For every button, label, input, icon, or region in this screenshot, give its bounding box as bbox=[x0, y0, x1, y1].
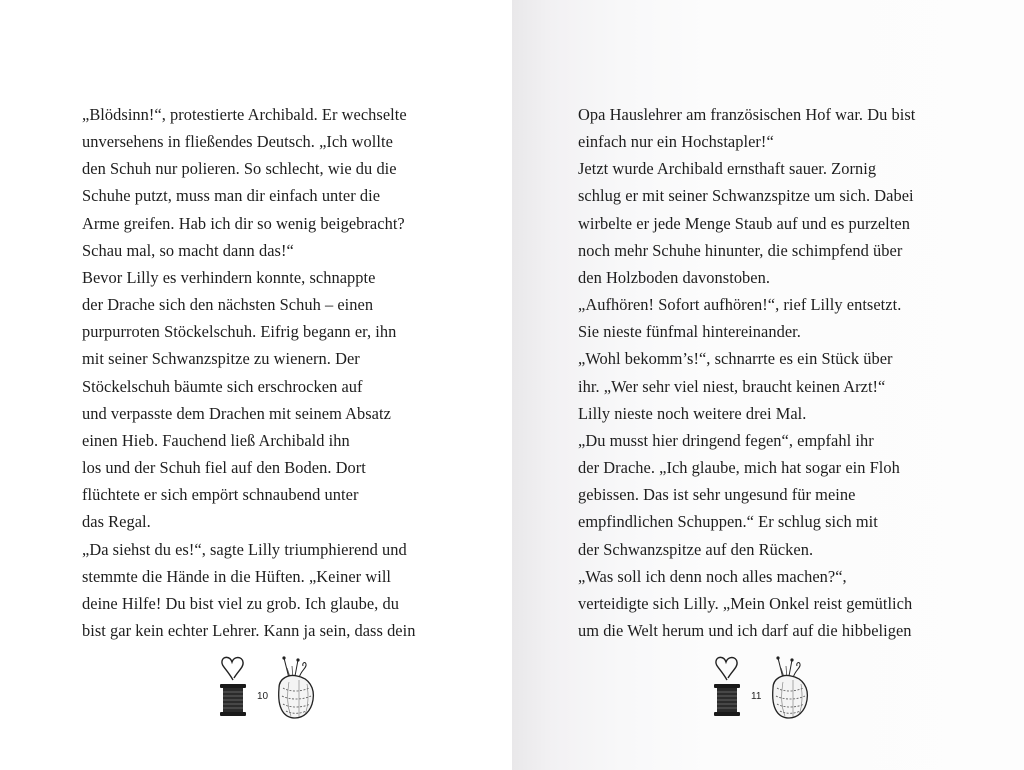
text-line: gebissen. Das ist sehr ungesund für meine bbox=[578, 485, 856, 505]
text-line: verteidigte sich Lilly. „Mein Onkel reist gemütlich bbox=[578, 593, 913, 613]
text-line: flüchtete er sich empört schnaubend unter bbox=[82, 485, 359, 505]
text-line: der Schwanzspitze auf den Rücken. bbox=[578, 539, 814, 559]
text-line: deine Hilfe! Du bist viel zu grob. Ich glaube, du bbox=[82, 593, 399, 613]
left-page-text bbox=[82, 101, 416, 644]
text-line: unversehens in fließendes Deutsch. „Ich wollte bbox=[82, 132, 393, 152]
text-line: Arme greifen. Hab ich dir so wenig beigebracht? bbox=[82, 213, 405, 233]
text-line: und verpasste dem Drachen mit seinem Absatz bbox=[82, 403, 391, 423]
text-line: Schau mal, so macht dann das!“ bbox=[82, 240, 294, 260]
text-line: ihr. „Wer sehr viel niest, braucht keinen Arzt!“ bbox=[578, 376, 886, 396]
text-line: Opa Hauslehrer am französischen Hof war. Du bist bbox=[578, 105, 916, 124]
text-line: bist gar kein echter Lehrer. Kann ja sein, dass dein bbox=[82, 620, 416, 640]
text-line: „Da siehst du es!“, sagte Lilly triumphierend und bbox=[82, 539, 407, 559]
text-line: der Drache. „Ich glaube, mich hat sogar ein Floh bbox=[578, 458, 900, 478]
right-page-text bbox=[578, 101, 915, 644]
text-line: los und der Schuh fiel auf den Boden. Dort bbox=[82, 458, 366, 478]
text-line: Stöckelschuh bäumte sich erschrocken auf bbox=[82, 376, 363, 396]
text-line: den Schuh nur polieren. So schlecht, wie du die bbox=[82, 159, 397, 179]
text-line: „Wohl bekomm’s!“, schnarrte es ein Stück über bbox=[578, 349, 893, 369]
text-line: purpurroten Stöckelschuh. Eifrig begann er, ihn bbox=[82, 322, 397, 342]
right-page bbox=[512, 0, 1024, 770]
pincushion-icon bbox=[765, 654, 811, 720]
text-line: Lilly nieste noch weitere drei Mal. bbox=[578, 403, 807, 423]
thread-spool-icon bbox=[707, 654, 747, 720]
left-page-footer bbox=[213, 654, 333, 720]
text-line: stemmte die Hände in die Hüften. „Keiner will bbox=[82, 566, 392, 586]
thread-spool-icon bbox=[213, 654, 253, 720]
text-line: Schuhe putzt, muss man dir einfach unter die bbox=[82, 186, 381, 206]
text-line: das Regal. bbox=[82, 512, 151, 532]
right-page-footer bbox=[707, 654, 827, 720]
text-line: „Was soll ich denn noch alles machen?“, bbox=[578, 566, 847, 586]
text-line: der Drache sich den nächsten Schuh – einen bbox=[82, 295, 374, 315]
text-line: Bevor Lilly es verhindern konnte, schnappte bbox=[82, 267, 376, 287]
pincushion-icon bbox=[271, 654, 317, 720]
text-line: noch mehr Schuhe hinunter, die schimpfend über bbox=[578, 240, 903, 260]
text-line: wirbelte er jede Menge Staub auf und es purzelten bbox=[578, 213, 910, 233]
text-line: Sie nieste fünfmal hintereinander. bbox=[578, 322, 801, 342]
text-line: einen Hieb. Fauchend ließ Archibald ihn bbox=[82, 430, 350, 450]
text-line: „Aufhören! Sofort aufhören!“, rief Lilly entsetzt. bbox=[578, 295, 902, 315]
page-number: 11 bbox=[751, 691, 762, 702]
text-line: den Holzboden davonstoben. bbox=[578, 267, 771, 287]
text-line: einfach nur ein Hochstapler!“ bbox=[578, 132, 774, 152]
page-number: 10 bbox=[257, 691, 269, 702]
text-line: empfindlichen Schuppen.“ Er schlug sich mit bbox=[578, 512, 878, 532]
text-line: „Du musst hier dringend fegen“, empfahl ihr bbox=[578, 430, 874, 450]
text-line: „Blödsinn!“, protestierte Archibald. Er wechselte bbox=[82, 105, 407, 124]
text-line: schlug er mit seiner Schwanzspitze um sich. Dabei bbox=[578, 186, 914, 206]
text-line: Jetzt wurde Archibald ernsthaft sauer. Zornig bbox=[578, 159, 877, 179]
text-line: mit seiner Schwanzspitze zu wienern. Der bbox=[82, 349, 360, 369]
text-line: um die Welt herum und ich darf auf die hibbeligen bbox=[578, 620, 912, 640]
